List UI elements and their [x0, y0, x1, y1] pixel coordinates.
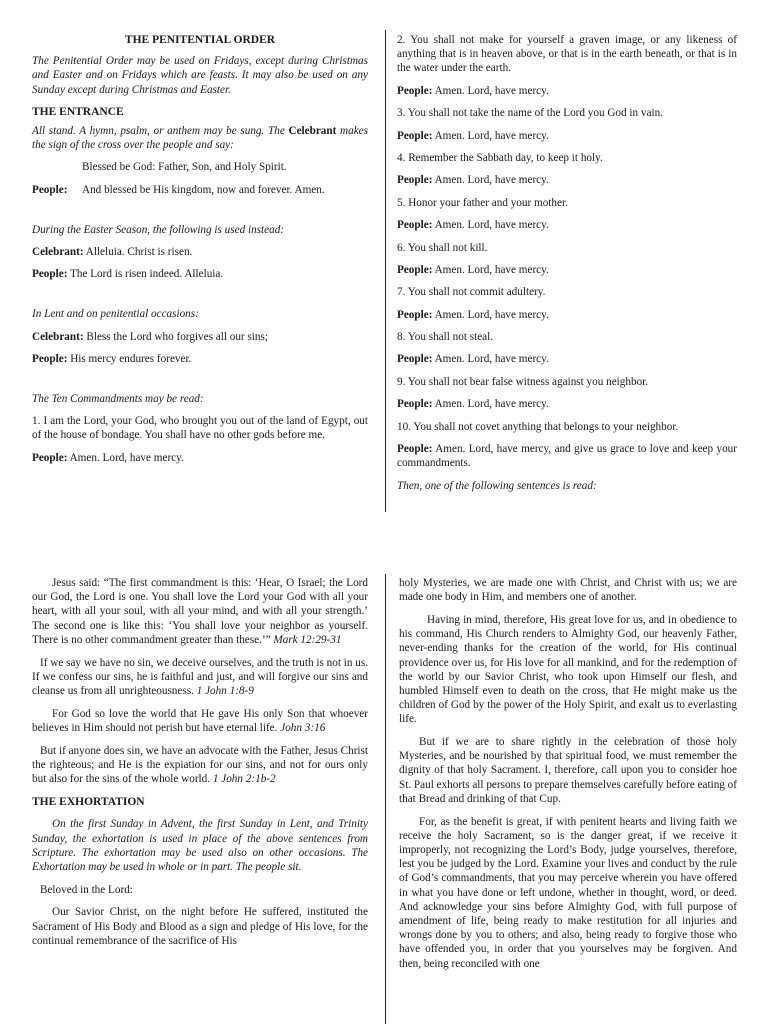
- response-8: People: Amen. Lord, have mercy.: [397, 353, 549, 366]
- intro-rubric: The Penitential Order may be used on Fridays, except during Christmas and Easter and on Fridays which are feasts. It may also be used on any Sunday except during Christmas and Easter.: [32, 55, 368, 96]
- commandment-5: 5. Honor your father and your mother.: [397, 196, 568, 209]
- response-10: People: Amen. Lord, have mercy, and give us grace to love and keep your commandments.: [397, 443, 737, 470]
- sentence-4: But if anyone does sin, we have an advocate with the Father, Jesus Christ the righteous; and He is the expiation for our sins, and not for ours only but also for the sins of the whole world. 1 John 2:1b-2: [32, 744, 368, 785]
- commandment-3: 3. You shall not take the name of the Lord you God in vain.: [397, 107, 663, 120]
- commandment-8: 8. You shall not steal.: [397, 331, 494, 344]
- commandment-2: 2. You shall not make for yourself a graven image, or any likeness of anything that is in heaven above, or that is in the earth beneath, or that is in the water under the earth.: [397, 34, 737, 75]
- top-right-column: [397, 33, 737, 501]
- sentence-3: For God so love the world that He gave His only Son that whoever believes in Him should not perish but have eternal life. John 3:16: [32, 707, 368, 734]
- celebrant-opening-line: Blessed be God: Father, Son, and Holy Spirit.: [82, 161, 287, 174]
- column-divider-top: [385, 30, 386, 512]
- bottom-right-column: [399, 576, 737, 979]
- response-4: People: Amen. Lord, have mercy.: [397, 174, 549, 187]
- entrance-rubric: All stand. A hymn, psalm, or anthem may be sung. The Celebrant makes the sign of the cross over the people and say:: [32, 125, 368, 152]
- closing-rubric: Then, one of the following sentences is read:: [397, 479, 597, 492]
- exhortation-para-1: Our Savior Christ, on the night before He suffered, instituted the Sacrament of His Body and Blood as a sign and pledge of His love, for the continual remembrance of the sacrifice of His: [32, 906, 368, 947]
- people-opening-line: People: And blessed be His kingdom, now and forever. Amen.: [32, 183, 325, 196]
- lent-rubric: In Lent and on penitential occasions:: [32, 308, 199, 321]
- commandment-6: 6. You shall not kill.: [397, 241, 488, 254]
- commandment-9: 9. You shall not bear false witness against you neighbor.: [397, 375, 649, 388]
- response-5: People: Amen. Lord, have mercy.: [397, 219, 549, 232]
- exhortation-para-2: Having in mind, therefore, His great love for us, and in obedience to his command, His Church renders to Almighty God, our heavenly Father, never-ending thanks for the creation of the world, for His continual providence over us, for His love for all mankind, and for the redemption of the world by our Savior Christ, who took upon Himself our flesh, and humbled Himself even to death on the cross, that He might make us the children of God by the power of the Holy Spirit, and exalt us to everlasting life.: [399, 613, 737, 726]
- commandment-1: 1. I am the Lord, your God, who brought you out of the land of Egypt, out of the house of bondage. You shall have no other gods before me.: [32, 415, 368, 442]
- top-left-column: [32, 33, 368, 473]
- lent-celebrant: Celebrant: Bless the Lord who forgives all our sins;: [32, 330, 268, 343]
- sentence-1: Jesus said: “The first commandment is this: ‘Hear, O Israel; the Lord our God, the Lord is one. You shall love the Lord your God with all your heart, with all your soul, with all your mind, and with all your strength.’ The second one is like this: ‘You shall love your neighbor as yourself. There is no other commandment greater than these.’” Mark 12:29-31: [32, 577, 368, 646]
- column-divider-bottom: [385, 574, 386, 1024]
- response-7: People: Amen. Lord, have mercy.: [397, 308, 549, 321]
- commandment-4: 4. Remember the Sabbath day, to keep it holy.: [397, 151, 603, 164]
- easter-people: People: The Lord is risen indeed. Alleluia.: [32, 268, 224, 281]
- sentence-2: If we say we have no sin, we deceive ourselves, and the truth is not in us. If we confess our sins, he is faithful and just, and will forgive our sins and cleanse us from all unrighteousness. 1 John 1:8-9: [32, 656, 368, 697]
- commandment-10: 10. You shall not covet anything that belongs to your neighbor.: [397, 420, 679, 433]
- commandment-7: 7. You shall not commit adultery.: [397, 286, 546, 299]
- exhortation-heading: THE EXHORTATION: [32, 795, 145, 808]
- entrance-heading: THE ENTRANCE: [32, 105, 124, 118]
- easter-rubric: During the Easter Season, the following is used instead:: [32, 223, 285, 236]
- lent-people: People: His mercy endures forever.: [32, 352, 192, 365]
- exhortation-para-4: For, as the benefit is great, if with penitent hearts and living faith we receive the holy Sacrament, so is the danger great, if we receive it improperly, not recognizing the Lord’s Body, judge yourselves, therefore, lest you be judged by the Lord. Examine your lives and conduct by the rule of God’s commandments, that you may perceive wherein you have offered in what you have done or left undone, whether in thought, word, or deed. And acknowledge your sins before Almighty God, with full purpose of amendment of life, being ready to make restitution for all injuries and wrongs done by you to others; and also, being ready to forgive those who have offended you, in order that you yourselves may be forgiven. And then, being reconciled with one: [399, 815, 737, 970]
- response-3: People: Amen. Lord, have mercy.: [397, 129, 549, 142]
- salutation: Beloved in the Lord:: [40, 883, 133, 896]
- response-9: People: Amen. Lord, have mercy.: [397, 398, 549, 411]
- exhortation-para-3: But if we are to share rightly in the celebration of those holy Mysteries, and be nourished by that spiritual food, we must remember the dignity of that holy Sacrament. I, therefore, call upon you to consider hoe St. Paul exhorts all persons to prepare themselves carefully before eating of that Bread and drinking of that Cup.: [399, 736, 738, 805]
- page-title: THE PENITENTIAL ORDER: [124, 34, 276, 46]
- response-1: People: Amen. Lord, have mercy.: [32, 451, 184, 464]
- exhortation-rubric: On the first Sunday in Advent, the first Sunday in Lent, and Trinity Sunday, the exhortation is used in place of the above sentences from Scripture. The exhortation may be used also on other occasions. The Exhortation may be used in whole or in part. The people sit.: [32, 818, 368, 873]
- easter-celebrant: Celebrant: Alleluia. Christ is risen.: [32, 246, 193, 259]
- exhortation-continuation: holy Mysteries, we are made one with Christ, and Christ with us; we are made one body in Him, and members one of another.: [399, 577, 737, 604]
- bottom-left-column: [32, 576, 368, 956]
- response-2: People: Amen. Lord, have mercy.: [397, 84, 549, 97]
- commandments-rubric: The Ten Commandments may be read:: [32, 393, 204, 406]
- response-6: People: Amen. Lord, have mercy.: [397, 263, 549, 276]
